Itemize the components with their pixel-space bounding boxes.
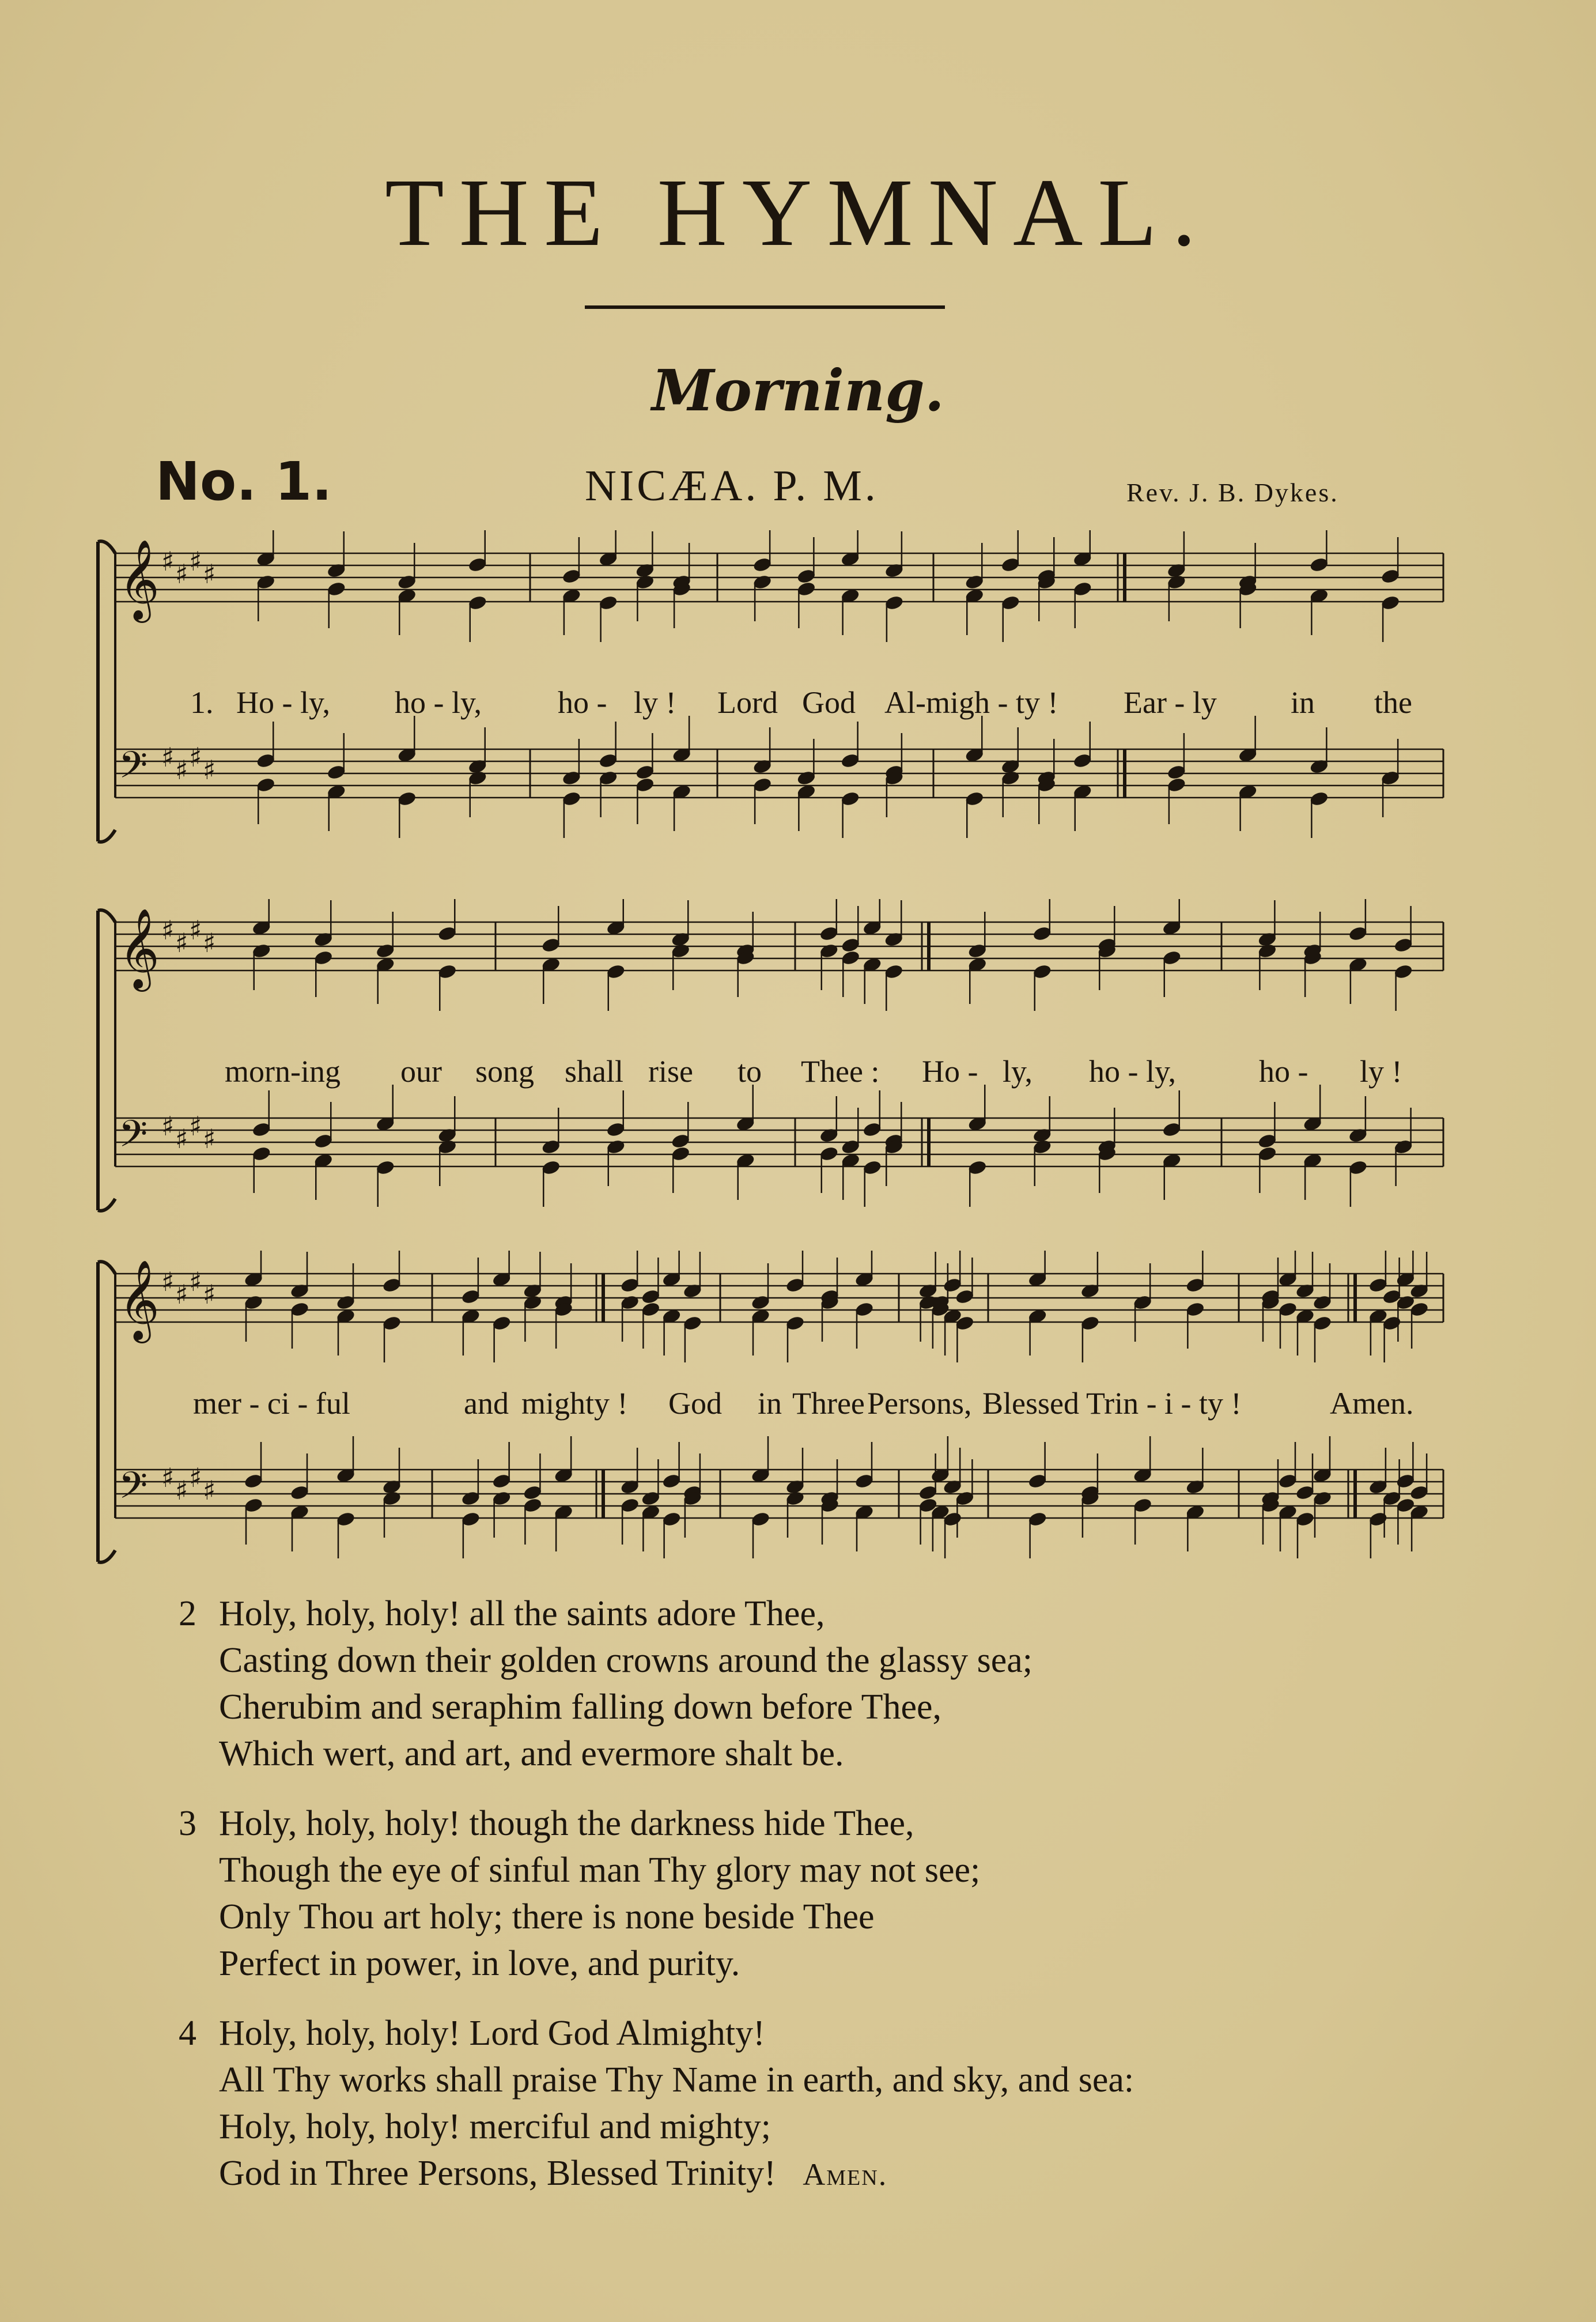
sharp-icon: ♯: [203, 754, 216, 786]
treble-clef-icon: 𝄞: [119, 539, 160, 620]
lyric-word: ho -: [1259, 1054, 1308, 1089]
sharp-icon: ♯: [175, 1279, 188, 1310]
verse-line: All Thy works shall praise Thy Name in earth, and sky, and sea:: [219, 2060, 1134, 2100]
verse-number: 3: [179, 1804, 196, 1843]
sharp-icon: ♯: [189, 1111, 202, 1142]
verse-line: [219, 2150, 1475, 2198]
lyric-word: ho - ly,: [395, 685, 482, 720]
verse-number: 2: [179, 1594, 196, 1633]
sharp-icon: ♯: [189, 1462, 202, 1493]
lyric-word: God: [802, 685, 856, 720]
lyric-word: Amen.: [1330, 1386, 1414, 1421]
verse-line: Perfect in power, in love, and purity.: [219, 1944, 740, 1983]
lyric-word: Thee :: [801, 1054, 880, 1089]
verse-line-text: God in Three Persons, Blessed Trinity!: [219, 2154, 776, 2193]
music-system-3: [92, 1251, 1452, 1573]
lyric-word: ly !: [634, 685, 676, 720]
music-system-2: [92, 899, 1452, 1222]
amen-mark: Amen.: [803, 2157, 888, 2192]
sharp-icon: ♯: [203, 1475, 216, 1506]
sharp-icon: ♯: [203, 927, 216, 958]
section-heading: Morning.: [652, 358, 944, 424]
lyric-word: Blessed: [982, 1386, 1079, 1421]
verse-line: Holy, holy, holy! merciful and mighty;: [219, 2107, 771, 2146]
sharp-icon: ♯: [203, 558, 216, 590]
verse-line: Only Thou art holy; there is none beside Thee: [219, 1897, 875, 1936]
sharp-icon: ♯: [175, 754, 188, 786]
sharp-icon: ♯: [175, 927, 188, 958]
hymn-number: No. 1.: [156, 451, 332, 512]
verse-4: [173, 2010, 1475, 2198]
lyric-word: in: [758, 1386, 782, 1421]
lyric-word: ly !: [1360, 1054, 1402, 1089]
lyric-word: our: [400, 1054, 442, 1089]
lyric-word: song: [475, 1054, 535, 1089]
lyric-word: in: [1291, 685, 1315, 720]
lyric-word: rise: [648, 1054, 693, 1089]
verse-line: Holy, holy, holy! Lord God Almighty!: [219, 2014, 765, 2053]
sharp-icon: ♯: [161, 915, 175, 946]
bass-clef-icon: 𝄢: [119, 1464, 148, 1516]
sharp-icon: ♯: [189, 546, 202, 577]
sharp-icon: ♯: [189, 1266, 202, 1297]
sharp-icon: ♯: [161, 546, 175, 577]
composer-credit: Rev. J. B. Dykes.: [1126, 478, 1339, 507]
sharp-icon: ♯: [203, 1123, 216, 1154]
lyric-word: Ho -: [922, 1054, 978, 1089]
lyric-word: Lord: [717, 685, 778, 720]
sharp-icon: ♯: [161, 742, 175, 773]
lyric-word: Al-migh - ty !: [884, 685, 1058, 720]
lyric-word: morn-ing: [225, 1054, 341, 1089]
lyric-word: ho -: [558, 685, 607, 720]
lyric-word: mighty !: [521, 1386, 628, 1421]
verse-line: Holy, holy, holy! all the saints adore Thee,: [219, 1594, 825, 1633]
sharp-icon: ♯: [161, 1266, 175, 1297]
lyric-word: to: [738, 1054, 762, 1089]
bass-clef-icon: 𝄢: [119, 1113, 148, 1165]
verse-line: Which wert, and art, and evermore shalt be.: [219, 1734, 844, 1773]
lyric-word: Ear - ly: [1124, 685, 1217, 720]
sharp-icon: ♯: [175, 1123, 188, 1154]
lyric-word: Three: [792, 1386, 865, 1421]
verse-3: [173, 1800, 1475, 1987]
system-brace: [98, 910, 115, 1211]
lyric-word: Trin - i - ty !: [1086, 1386, 1242, 1421]
sharp-icon: ♯: [203, 1279, 216, 1310]
treble-clef-icon: 𝄞: [119, 1260, 160, 1340]
bass-clef-icon: 𝄢: [119, 744, 148, 796]
lyric-word: ho - ly,: [1089, 1054, 1176, 1089]
lyric-word: 1.: [190, 685, 214, 720]
system-brace: [98, 541, 115, 842]
lyric-word: Ho - ly,: [236, 685, 330, 720]
treble-clef-icon: 𝄞: [119, 908, 160, 988]
sharp-icon: ♯: [161, 1462, 175, 1493]
sharp-icon: ♯: [161, 1111, 175, 1142]
system-brace: [98, 1262, 115, 1562]
page-title: THE HYMNAL.: [385, 159, 1211, 266]
sharp-icon: ♯: [189, 742, 202, 773]
title-divider: [585, 305, 945, 309]
lyric-word: the: [1374, 685, 1412, 720]
sharp-icon: ♯: [175, 558, 188, 590]
music-system-1: [92, 530, 1452, 853]
verse-line: Cherubim and seraphim falling down before Thee,: [219, 1687, 941, 1727]
lyric-word: ly,: [1003, 1054, 1033, 1089]
additional-verses: [173, 1591, 1475, 2221]
tune-name: NICÆA. P. M.: [585, 462, 879, 510]
lyric-word: and: [464, 1386, 509, 1421]
verse-line: Holy, holy, holy! though the darkness hide Thee,: [219, 1804, 914, 1843]
lyric-word: mer - ci - ful: [193, 1386, 350, 1421]
sharp-icon: ♯: [189, 915, 202, 946]
sharp-icon: ♯: [175, 1475, 188, 1506]
verse-line: Though the eye of sinful man Thy glory may not see;: [219, 1851, 981, 1890]
lyric-word: shall: [565, 1054, 623, 1089]
lyric-word: Persons,: [867, 1386, 972, 1421]
verse-line: Casting down their golden crowns around the glassy sea;: [219, 1641, 1033, 1680]
lyric-word: God: [668, 1386, 722, 1421]
verse-2: [173, 1591, 1475, 1777]
verse-number: 4: [179, 2014, 196, 2053]
